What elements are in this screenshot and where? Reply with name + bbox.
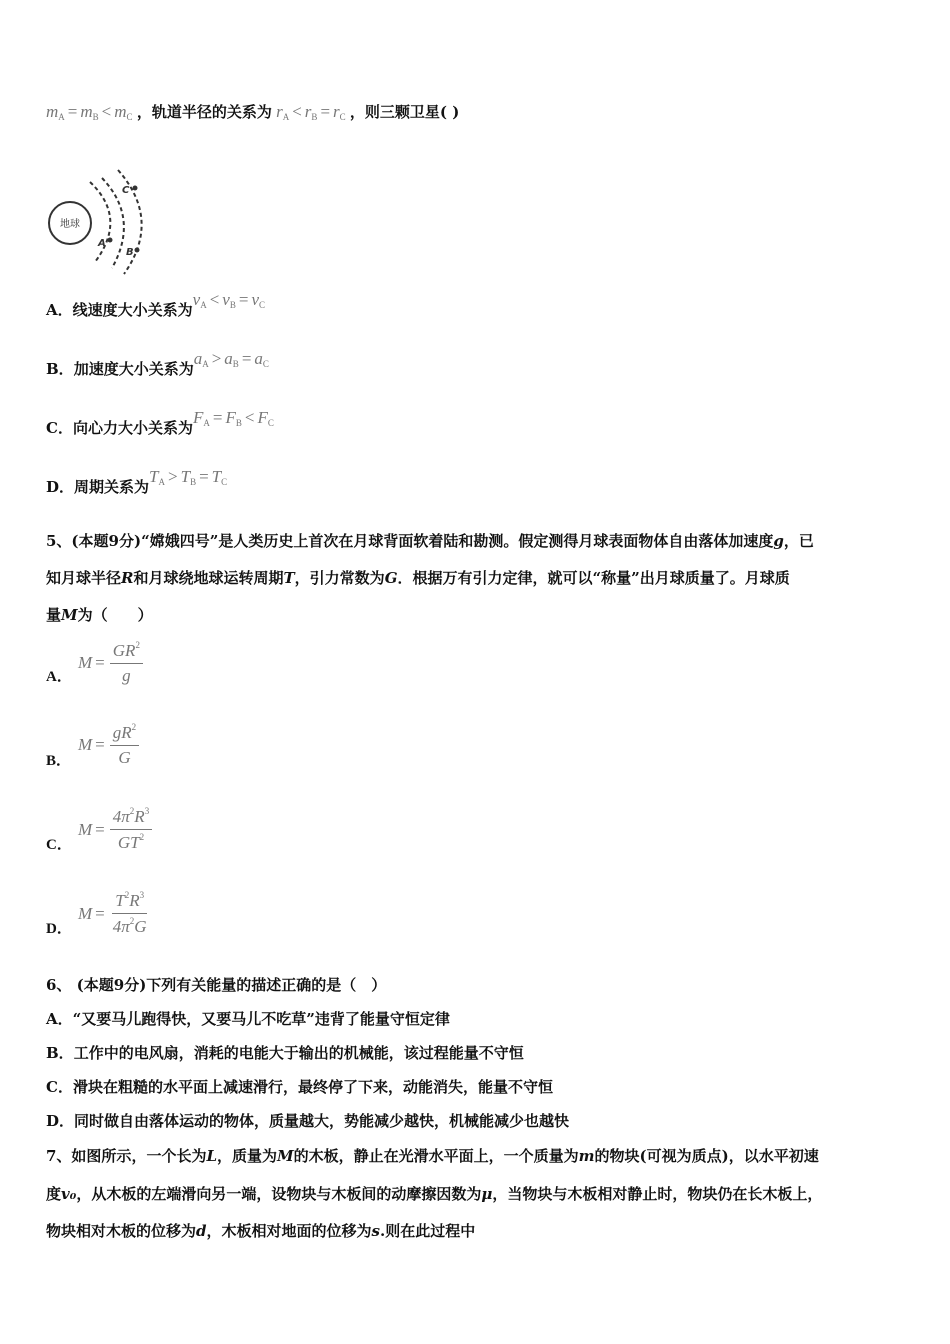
label-b: B [126,247,134,258]
q4-option-b[interactable]: B．加速度大小关系为$a_A > a_B = a_C$ [46,349,269,378]
satellite-a [108,238,113,243]
satellite-b [135,248,140,253]
q5-option-d-formula[interactable]: M = $\frac{T^2R^3}{4\pi^2G}$ [78,890,147,936]
q7-stem-line-1: 7、如图所示，一个长为L，质量为M的木板，静止在光滑水平面上，一个质量为m的物块(可视为质点)，以水平初速 [46,1147,819,1165]
q4-option-c[interactable]: C．向心力大小关系为$F_A = F_B < F_C$ [46,408,274,437]
q5-option-a-label[interactable]: A． [46,669,72,685]
q6-option-a[interactable]: A．“又要马儿跑得快，又要马儿不吃草”违背了能量守恒定律 [46,1010,450,1028]
q6-stem: 6、 (本题9分)下列有关能量的描述正确的是（ ） [46,976,387,994]
q4-option-d[interactable]: D．周期关系为$T_A > T_B = T_C$ [46,467,228,496]
q6-option-c[interactable]: C．滑块在粗糙的水平面上减速滑行，最终停了下来，动能消失，能量不守恒 [46,1078,553,1096]
orbit-a [90,182,110,262]
satellite-c [133,186,138,191]
q5-option-a-formula[interactable]: M = $\frac{GR^2}{g}$ [78,640,143,686]
q5-stem-line-3: 量M为（ ） [46,606,153,624]
q4-option-a[interactable]: A．线速度大小关系为$v_A < v_B = v_C$ [46,290,266,319]
q4-stem: $m_A = m_B < m_C$ ，轨道半径的关系为 $r_A < r_B = r_C$ ，则三颗卫星( ) [46,102,460,122]
q5-option-b-label[interactable]: B． [46,753,72,769]
q5-stem-line-2: 知月球半径R和月球绕地球运转周期T，引力常数为G．根据万有引力定律，就可以“称量”出月球质量了。月球质 [46,569,790,587]
orbit-figure [40,160,170,280]
label-a: A [98,238,106,249]
q7-stem-line-3: 物块相对木板的位移为d，木板相对地面的位移为s.则在此过程中 [46,1222,476,1240]
q5-stem-line-1: 5、(本题9分)“嫦娥四号”是人类历史上首次在月球背面软着陆和勘测。假定测得月球表面物体自由落体加速度g，已 [46,532,814,550]
q5-option-c-formula[interactable]: M = $\frac{4\pi^2R^3}{GT^2}$ [78,806,152,853]
orbit-b [102,178,124,268]
mass-relation: $m_A = m_B < m_C$ [46,102,133,122]
earth-label: 地球 [60,219,80,230]
q7-stem-line-2: 度v₀，从木板的左端滑向另一端，设物块与木板间的动摩擦因数为μ，当物块与木板相对静止时，物块仍在长木板上， [46,1185,823,1203]
label-c: C [122,185,130,196]
radius-relation: $r_A < r_B = r_C$ [276,102,346,122]
q6-option-d[interactable]: D．同时做自由落体运动的物体，质量越大，势能减少越快，机械能减少也越快 [46,1112,570,1130]
q5-option-d-label[interactable]: D． [46,921,72,937]
q5-option-b-formula[interactable]: M = $\frac{gR^2}{G}$ [78,722,139,768]
q6-option-b[interactable]: B．工作中的电风扇，消耗的电能大于输出的机械能，该过程能量不守恒 [46,1044,524,1062]
q5-option-c-label[interactable]: C． [46,837,72,853]
